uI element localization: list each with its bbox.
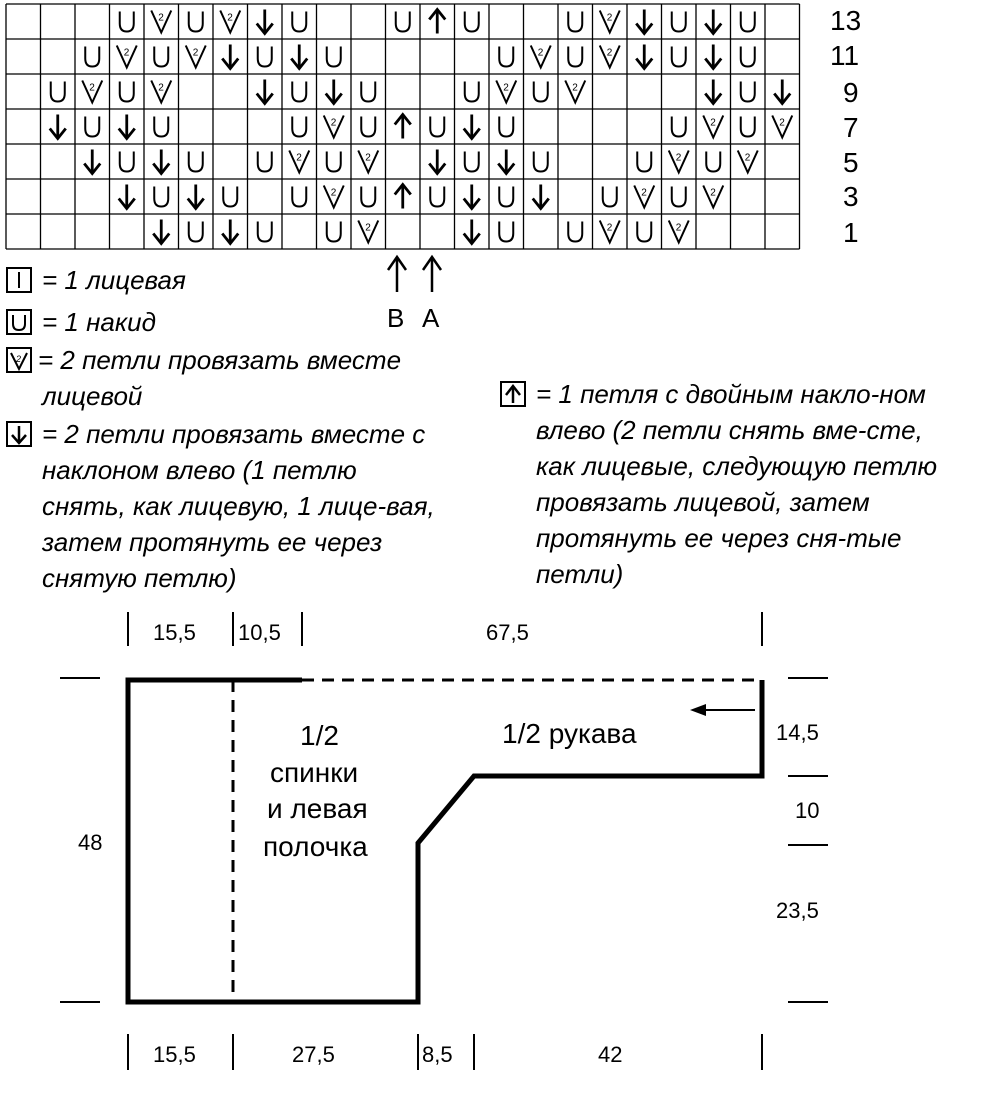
- ssk-decrease-symbol: [705, 10, 721, 34]
- yarn-over-symbol: [189, 222, 203, 242]
- yarn-over-symbol: [672, 12, 686, 32]
- legend-yarn-over-text: = 1 накид: [42, 307, 156, 337]
- double-decrease-symbol: [429, 10, 445, 34]
- svg-text:2: 2: [330, 187, 337, 199]
- knit-stitch-icon: [6, 267, 32, 293]
- ssk-decrease-symbol: [636, 10, 652, 34]
- yarn-over-icon: [6, 309, 32, 335]
- row-number-1: 1: [843, 217, 859, 248]
- ssk-decrease-symbol: [705, 80, 721, 104]
- yarn-over-symbol: [120, 12, 134, 32]
- svg-text:2: 2: [675, 152, 682, 164]
- body-label-line-1: 1/2: [300, 720, 339, 751]
- schematic-outline: [128, 680, 762, 1002]
- row-number-3: 3: [843, 181, 859, 212]
- svg-text:2: 2: [503, 82, 509, 94]
- yarn-over-symbol: [603, 187, 617, 207]
- ssk-decrease-symbol: [257, 80, 273, 104]
- yarn-over-symbol: [534, 152, 548, 172]
- legend-ssk-text: = 2 петли провязать вместе с наклоном влево (1 петлю снять, как лицевую, 1 лице-вая, затем протянуть ее через снятую петлю): [42, 419, 435, 593]
- ssk-decrease-symbol: [636, 45, 652, 69]
- ssk-decrease-symbol: [84, 150, 100, 174]
- k2tog-symbol: [289, 151, 309, 173]
- yarn-over-symbol: [361, 117, 375, 137]
- double-decrease-symbol: [395, 185, 411, 209]
- ssk-decrease-symbol: [291, 45, 307, 69]
- svg-text:2: 2: [227, 12, 233, 24]
- legend-ssk: [6, 416, 446, 596]
- yarn-over-symbol: [327, 47, 341, 67]
- svg-text:2: 2: [641, 187, 647, 199]
- ssk-decrease-symbol: [153, 220, 169, 244]
- k2tog-symbol: [358, 221, 378, 243]
- yarn-over-symbol: [499, 47, 513, 67]
- yarn-over-symbol: [499, 187, 513, 207]
- row-number-13: 13: [830, 5, 862, 36]
- k2tog-symbol: [324, 116, 344, 138]
- k2tog-icon: [6, 347, 32, 373]
- k2tog-symbol: [669, 221, 689, 243]
- yarn-over-symbol: [430, 117, 444, 137]
- double-decrease-symbol: [395, 115, 411, 139]
- ssk-decrease-symbol: [498, 150, 514, 174]
- svg-text:2: 2: [572, 82, 578, 94]
- ssk-decrease-symbol: [326, 80, 342, 104]
- svg-text:2: 2: [365, 222, 371, 234]
- body-label-line-3: и левая: [267, 793, 368, 824]
- yarn-over-symbol: [120, 82, 134, 102]
- yarn-over-symbol: [672, 47, 686, 67]
- ssk-decrease-symbol: [222, 45, 238, 69]
- yarn-over-symbol: [568, 47, 582, 67]
- legend-k2tog-text: = 2 петли провязать вместе лицевой: [38, 345, 402, 411]
- svg-text:2: 2: [158, 12, 164, 24]
- yarn-over-symbol: [258, 222, 272, 242]
- yarn-over-symbol: [154, 187, 168, 207]
- yarn-over-symbol: [534, 82, 548, 102]
- k2tog-symbol: [358, 151, 378, 173]
- ssk-decrease-symbol: [464, 185, 480, 209]
- k2tog-symbol: [600, 46, 620, 68]
- right-dim-2: 10: [795, 798, 820, 823]
- k2tog-symbol: [151, 81, 171, 103]
- yarn-over-symbol: [396, 12, 410, 32]
- yarn-over-symbol: [51, 82, 65, 102]
- k2tog-symbol: [600, 11, 620, 33]
- ssk-decrease-symbol: [222, 220, 238, 244]
- ssk-decrease-symbol: [464, 220, 480, 244]
- bottom-dim-3: 8,5: [422, 1042, 453, 1067]
- bottom-dim-2: 27,5: [292, 1042, 335, 1067]
- yarn-over-symbol: [430, 187, 444, 207]
- legend-double-decrease: [500, 376, 950, 596]
- top-dim-3: 67,5: [486, 620, 529, 645]
- ssk-decrease-symbol: [464, 115, 480, 139]
- k2tog-symbol: [634, 186, 654, 208]
- k2tog-symbol: [186, 46, 206, 68]
- bottom-dim-4: 42: [598, 1042, 623, 1067]
- yarn-over-symbol: [741, 12, 755, 32]
- svg-text:2: 2: [365, 152, 371, 164]
- svg-text:2: 2: [606, 47, 613, 59]
- yarn-over-symbol: [361, 82, 375, 102]
- ssk-decrease-symbol: [705, 45, 721, 69]
- top-dimension-ticks: [128, 612, 762, 646]
- yarn-over-symbol: [292, 12, 306, 32]
- yarn-over-symbol: [568, 222, 582, 242]
- yarn-over-symbol: [706, 152, 720, 172]
- svg-text:2: 2: [89, 82, 95, 94]
- top-dim-1: 15,5: [153, 620, 196, 645]
- svg-text:2: 2: [710, 117, 716, 129]
- double-decrease-icon: [500, 381, 526, 407]
- row-number-9: 9: [843, 77, 859, 108]
- svg-text:2: 2: [744, 152, 751, 164]
- k2tog-symbol: [496, 81, 516, 103]
- yarn-over-symbol: [327, 152, 341, 172]
- svg-text:2: 2: [16, 354, 22, 364]
- k2tog-symbol: [151, 11, 171, 33]
- yarn-over-symbol: [120, 152, 134, 172]
- yarn-over-symbol: [292, 82, 306, 102]
- yarn-over-symbol: [465, 12, 479, 32]
- ssk-decrease-symbol: [533, 185, 549, 209]
- right-dim-3: 23,5: [776, 898, 819, 923]
- yarn-over-symbol: [741, 117, 755, 137]
- arrow-up-icon: [423, 257, 441, 292]
- right-dim-1: 14,5: [776, 720, 819, 745]
- k2tog-symbol: [531, 46, 551, 68]
- svg-text:2: 2: [606, 222, 613, 234]
- yarn-over-symbol: [223, 187, 237, 207]
- body-label-line-4: полочка: [263, 831, 368, 862]
- yarn-over-symbol: [154, 47, 168, 67]
- svg-text:2: 2: [606, 12, 613, 24]
- k2tog-symbol: [703, 116, 723, 138]
- k2tog-symbol: [117, 46, 137, 68]
- k2tog-symbol: [600, 221, 620, 243]
- legend-knit-text: = 1 лицевая: [42, 265, 186, 295]
- yarn-over-symbol: [258, 152, 272, 172]
- svg-text:2: 2: [675, 222, 682, 234]
- k2tog-symbol: [220, 11, 240, 33]
- yarn-over-symbol: [741, 82, 755, 102]
- legend-double-decrease-text: = 1 петля с двойным накло-ном влево (2 петли снять вме-сте, как лицевые, следующую петлю провязать лицевой, затем протянуть ее через сня-тые петли): [536, 379, 938, 589]
- k2tog-symbol: [772, 116, 792, 138]
- k2tog-symbol: [703, 186, 723, 208]
- yarn-over-symbol: [499, 117, 513, 137]
- ssk-decrease-symbol: [50, 115, 66, 139]
- yarn-over-symbol: [637, 152, 651, 172]
- yarn-over-symbol: [154, 117, 168, 137]
- k2tog-symbol: [324, 186, 344, 208]
- k2tog-symbol: [669, 151, 689, 173]
- yarn-over-symbol: [85, 47, 99, 67]
- ssk-decrease-symbol: [429, 150, 445, 174]
- svg-text:2: 2: [296, 152, 302, 164]
- yarn-over-symbol: [292, 117, 306, 137]
- svg-text:2: 2: [779, 117, 785, 129]
- legend-k2tog: [6, 342, 436, 414]
- knitting-chart: [0, 0, 1000, 260]
- arrow-label-b: B: [387, 303, 405, 332]
- k2tog-symbol: [565, 81, 585, 103]
- yarn-over-symbol: [85, 117, 99, 137]
- ssk-decrease-icon: [6, 421, 32, 447]
- sleeve-label: 1/2 рукава: [502, 718, 637, 749]
- row-number-7: 7: [843, 112, 859, 143]
- legend-yarn-over: [6, 304, 406, 340]
- garment-schematic: [0, 600, 1000, 1100]
- arrow-label-a: A: [422, 303, 440, 332]
- yarn-over-symbol: [741, 47, 755, 67]
- top-dim-2: 10,5: [238, 620, 281, 645]
- knitting-direction-arrow-icon: [690, 704, 755, 716]
- yarn-over-symbol: [292, 187, 306, 207]
- yarn-over-symbol: [258, 47, 272, 67]
- svg-text:2: 2: [710, 187, 716, 199]
- body-label-line-2: спинки: [270, 757, 359, 788]
- svg-text:2: 2: [158, 82, 164, 94]
- svg-text:2: 2: [330, 117, 337, 129]
- yarn-over-symbol: [327, 222, 341, 242]
- svg-text:2: 2: [123, 47, 130, 59]
- svg-text:2: 2: [537, 47, 544, 59]
- k2tog-symbol: [738, 151, 758, 173]
- yarn-over-symbol: [465, 152, 479, 172]
- yarn-over-symbol: [499, 222, 513, 242]
- ssk-decrease-symbol: [774, 80, 790, 104]
- yarn-over-symbol: [637, 222, 651, 242]
- yarn-over-symbol: [672, 117, 686, 137]
- ssk-decrease-symbol: [119, 115, 135, 139]
- ssk-decrease-symbol: [119, 185, 135, 209]
- yarn-over-symbol: [465, 82, 479, 102]
- yarn-over-symbol: [189, 12, 203, 32]
- ssk-decrease-symbol: [257, 10, 273, 34]
- yarn-over-symbol: [189, 152, 203, 172]
- left-dim: 48: [78, 830, 103, 855]
- row-number-11: 11: [830, 40, 860, 71]
- ssk-decrease-symbol: [188, 185, 204, 209]
- yarn-over-symbol: [672, 187, 686, 207]
- yarn-over-symbol: [361, 187, 375, 207]
- ssk-decrease-symbol: [153, 150, 169, 174]
- row-number-5: 5: [843, 147, 859, 178]
- yarn-over-symbol: [568, 12, 582, 32]
- bottom-dim-1: 15,5: [153, 1042, 196, 1067]
- svg-text:2: 2: [192, 47, 199, 59]
- legend-knit: [6, 262, 406, 298]
- k2tog-symbol: [82, 81, 102, 103]
